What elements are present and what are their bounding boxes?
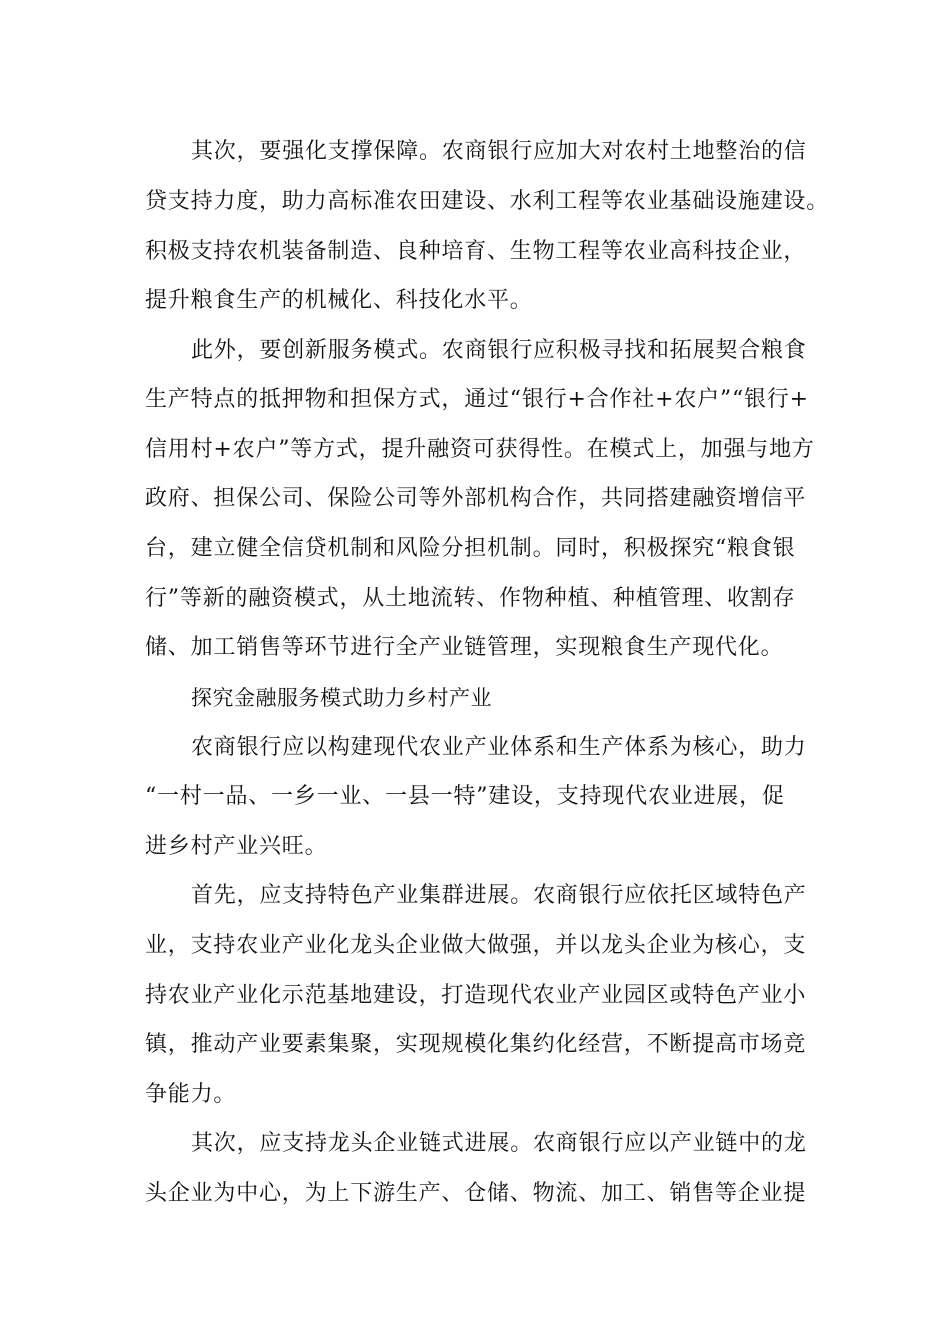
paragraph-2-line-6: 行”等新的融资模式，从土地流转、作物种植、种植管理、收割存	[145, 586, 796, 611]
paragraph-3-line-3: 进乡村产业兴旺。	[145, 834, 328, 859]
paragraph-4-line-4: 镇，推动产业要素集聚，实现规模化集约化经营，不断提高市场竞	[145, 1032, 807, 1057]
paragraph-2-line-7: 储、加工销售等环节进行全产业链管理，实现粮食生产现代化。	[145, 635, 784, 660]
section-heading: 探究金融服务模式助力乡村产业	[191, 686, 492, 710]
paragraph-4-line-3: 持农业产业化示范基地建设，打造现代农业产业园区或特色产业小	[145, 983, 807, 1008]
paragraph-2-line-4: 政府、担保公司、保险公司等外部机构合作，共同搭建融资增信平	[145, 486, 807, 511]
paragraph-4-line-5: 争能力。	[145, 1082, 237, 1107]
paragraph-1-line-4: 提升粮食生产的机械化、科技化水平。	[145, 288, 533, 313]
paragraph-3-line-1: 农商银行应以构建现代农业产业体系和生产体系为核心，助力	[191, 735, 807, 760]
paragraph-1-line-2: 贷支持力度，助力高标准农田建设、水利工程等农业基础设施建设。	[145, 189, 830, 214]
paragraph-5-line-2: 头企业为中心，为上下游生产、仓储、物流、加工、销售等企业提	[145, 1181, 807, 1206]
paragraph-2-line-1: 此外，要创新服务模式。农商银行应积极寻找和拓展契合粮食	[191, 338, 807, 363]
paragraph-2-line-2: 生产特点的抵押物和担保方式，通过“银行+合作社+农户”“银行+	[145, 387, 809, 412]
paragraph-4-line-1: 首先，应支持特色产业集群进展。农商银行应依托区域特色产	[191, 883, 807, 908]
paragraph-1-line-3: 积极支持农机装备制造、良种培育、生物工程等农业高科技企业，	[145, 239, 807, 264]
paragraph-2-line-3: 信用村+农户”等方式，提升融资可获得性。在模式上，加强与地方	[145, 437, 815, 462]
paragraph-3-line-2: “一村一品、一乡一业、一县一特”建设，支持现代农业进展，促	[145, 784, 785, 809]
paragraph-5-line-1: 其次，应支持龙头企业链式进展。农商银行应以产业链中的龙	[191, 1131, 807, 1156]
paragraph-4-line-2: 业，支持农业产业化龙头企业做大做强，并以龙头企业为核心，支	[145, 933, 807, 958]
paragraph-2-line-5: 台，建立健全信贷机制和风险分担机制。同时，积极探究“粮食银	[145, 536, 796, 561]
paragraph-1-line-1: 其次，要强化支撑保障。农商银行应加大对农村土地整治的信	[191, 139, 807, 164]
